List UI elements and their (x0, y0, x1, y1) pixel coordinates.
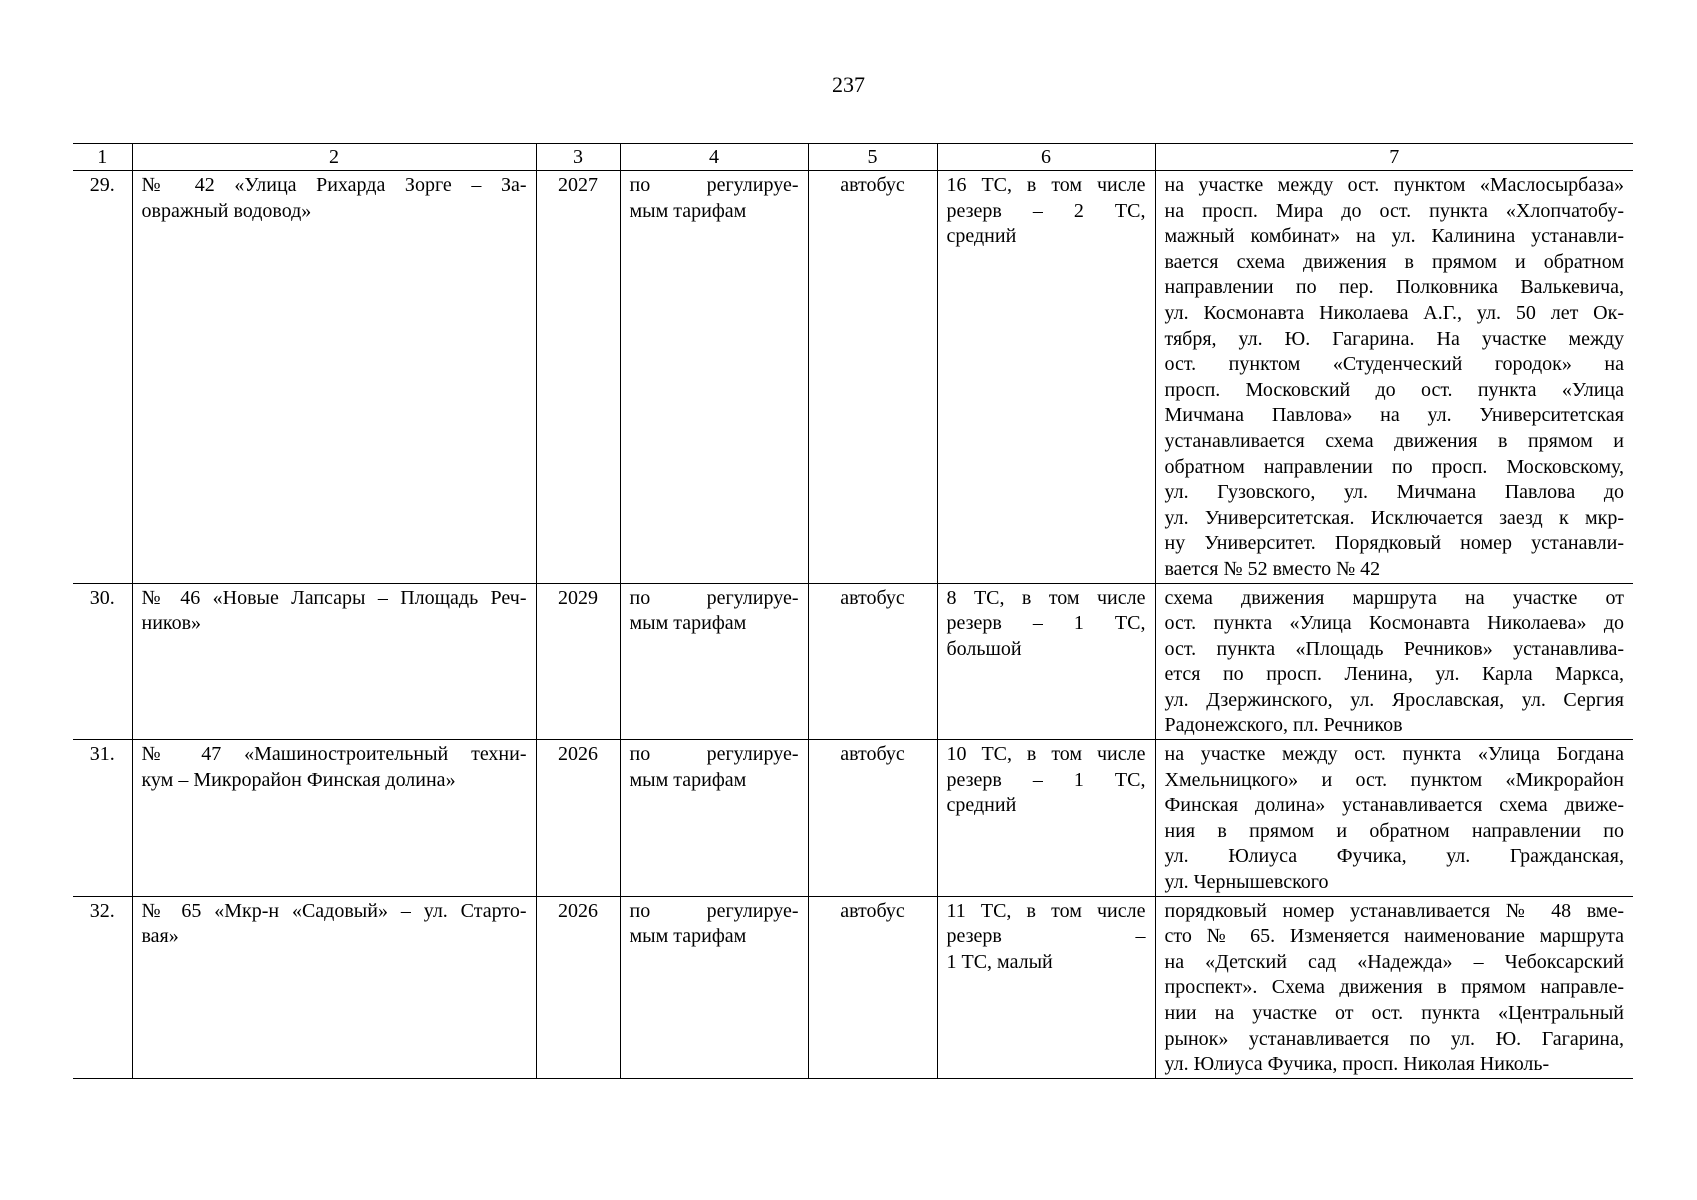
year-cell: 2026 (536, 896, 620, 1078)
vehicle-type-cell: автобус (808, 896, 937, 1078)
tariff-line: по регулируе- (629, 586, 799, 609)
vehicle-count-line: резерв – 1 ТС, (946, 612, 1146, 635)
route-changes-line: мажный комбинат» на ул. Калинина устанавли- (1164, 225, 1624, 248)
route-changes-line: ул. Юлиуса Фучика, ул. Гражданская, (1164, 845, 1624, 868)
route-changes-line: обратном направлении по просп. Московскому, (1164, 455, 1624, 478)
year-cell: 2026 (536, 740, 620, 897)
tariff-cell (620, 740, 808, 897)
route-changes-line: Радонежского, пл. Речников (1164, 714, 1403, 737)
route-changes-line: просп. Московский до ост. пункта «Улица (1164, 378, 1624, 401)
row-number-cell: 31. (73, 740, 132, 897)
route-changes-line: ост. пункта «Площадь Речников» устанавлива- (1164, 637, 1624, 660)
route-name-cell (132, 740, 536, 897)
column-header: 5 (808, 144, 937, 171)
route-changes-line: на «Детский сад «Надежда» – Чебоксарский (1164, 950, 1624, 973)
route-changes-line: ул. Космонавта Николаева А.Г., ул. 50 лет Ок- (1164, 301, 1624, 324)
route-changes-line: устанавливается схема движения в прямом и (1164, 429, 1624, 452)
tariff-line: по регулируе- (629, 743, 799, 766)
column-header: 3 (536, 144, 620, 171)
route-changes-line: рынок» устанавливается по ул. Ю. Гагарина, (1164, 1027, 1624, 1050)
route-changes-cell (1155, 740, 1633, 897)
vehicle-count-line: 16 ТС, в том числе (946, 174, 1146, 196)
route-changes-line: нии на участке от ост. пункта «Центральный (1164, 1002, 1624, 1024)
route-name-line: № 47 «Машиностроительный техни- (141, 743, 527, 766)
route-changes-line: ул. Чернышевского (1164, 871, 1329, 894)
vehicle-count-line: резерв – 2 ТС, (946, 199, 1146, 222)
route-changes-line: направлении по пер. Полковника Валькевича, (1164, 276, 1624, 299)
column-header: 7 (1155, 144, 1633, 171)
vehicle-count-cell (937, 740, 1155, 897)
vehicle-count-cell (937, 583, 1155, 740)
tariff-cell (620, 171, 808, 584)
route-changes-line: ну Университет. Порядковый номер устанавли- (1164, 532, 1624, 555)
vehicle-type-cell: автобус (808, 583, 937, 740)
route-name-cell (132, 896, 536, 1078)
header-row (73, 144, 1633, 171)
route-changes-line: на просп. Мира до ост. пункта «Хлопчатобу- (1164, 199, 1624, 222)
route-changes-line: Хмельницкого» и ост. пунктом «Микрорайон (1164, 768, 1624, 791)
vehicle-count-line: 10 ТС, в том числе (946, 743, 1146, 766)
route-name-line: вая» (141, 925, 179, 948)
route-name-line: овражный водовод» (141, 199, 312, 222)
route-changes-line: вается схема движения в прямом и обратном (1164, 250, 1624, 273)
route-changes-line: ул. Дзержинского, ул. Ярославская, ул. Сергия (1164, 688, 1624, 711)
route-changes-line: сто № 65. Изменяется наименование маршрута (1164, 925, 1624, 948)
route-changes-line: ост. пункта «Улица Космонавта Николаева» до (1164, 612, 1624, 635)
route-changes-line: ул. Юлиуса Фучика, просп. Николая Николь- (1164, 1053, 1550, 1076)
year-cell: 2029 (536, 583, 620, 740)
route-changes-line: на участке между ост. пунктом «Маслосырбаза» (1164, 174, 1624, 196)
route-changes-line: на участке между ост. пункта «Улица Богдана (1164, 743, 1624, 766)
column-header: 6 (937, 144, 1155, 171)
tariff-line: мым тарифам (629, 925, 747, 948)
route-changes-cell (1155, 583, 1633, 740)
vehicle-count-line: резерв – 1 ТС, (946, 768, 1146, 791)
route-changes-line: ния в прямом и обратном направлении по (1164, 819, 1624, 842)
route-changes-cell (1155, 171, 1633, 584)
vehicle-count-line: большой (946, 637, 1022, 660)
table-row (73, 583, 1633, 740)
route-changes-line: ул. Гузовского, ул. Мичмана Павлова до (1164, 481, 1624, 504)
vehicle-count-line: средний (946, 794, 1017, 817)
route-changes-cell (1155, 896, 1633, 1078)
route-changes-line: порядковый номер устанавливается № 48 вме- (1164, 899, 1624, 922)
vehicle-count-line: 11 ТС, в том числе (946, 899, 1146, 922)
table-row (73, 896, 1633, 1078)
route-changes-line: Финская долина» устанавливается схема движе- (1164, 794, 1624, 817)
vehicle-count-line: резерв – (946, 925, 1146, 948)
route-name-cell (132, 171, 536, 584)
route-name-cell (132, 583, 536, 740)
route-changes-line: ост. пунктом «Студенческий городок» на (1164, 353, 1624, 376)
tariff-cell (620, 896, 808, 1078)
tariff-line: по регулируе- (629, 174, 799, 196)
tariff-line: мым тарифам (629, 768, 747, 791)
routes-table (73, 143, 1633, 1079)
route-name-line: кум – Микрорайон Финская долина» (141, 768, 456, 791)
vehicle-type-cell: автобус (808, 740, 937, 897)
route-name-line: ников» (141, 612, 202, 635)
row-number-cell: 32. (73, 896, 132, 1078)
table-row (73, 740, 1633, 897)
table-row (73, 171, 1633, 584)
tariff-line: по регулируе- (629, 899, 799, 922)
route-changes-line: тября, ул. Ю. Гагарина. На участке между (1164, 327, 1624, 350)
year-cell: 2027 (536, 171, 620, 584)
column-header: 2 (132, 144, 536, 171)
tariff-cell (620, 583, 808, 740)
route-name-line: № 42 «Улица Рихарда Зорге – За- (141, 174, 527, 196)
vehicle-count-line: 1 ТС, малый (946, 950, 1053, 973)
vehicle-type-cell: автобус (808, 171, 937, 584)
row-number-cell: 29. (73, 171, 132, 584)
tariff-line: мым тарифам (629, 612, 747, 635)
vehicle-count-line: средний (946, 225, 1017, 248)
vehicle-count-line: 8 ТС, в том числе (946, 586, 1146, 609)
route-changes-line: ул. Университетская. Исключается заезд к мкр- (1164, 506, 1624, 529)
row-number-cell: 30. (73, 583, 132, 740)
route-changes-line: схема движения маршрута на участке от (1164, 586, 1624, 609)
table-body (73, 171, 1633, 1079)
route-changes-line: Мичмана Павлова» на ул. Университетская (1164, 404, 1624, 427)
route-changes-line: ется по просп. Ленина, ул. Карла Маркса, (1164, 663, 1624, 686)
column-header: 4 (620, 144, 808, 171)
vehicle-count-cell (937, 896, 1155, 1078)
route-changes-line: проспект». Схема движения в прямом направле- (1164, 976, 1624, 999)
column-header: 1 (73, 144, 132, 171)
route-name-line: № 65 «Мкр-н «Садовый» – ул. Старто- (141, 899, 527, 922)
tariff-line: мым тарифам (629, 199, 747, 222)
route-changes-line: вается № 52 вместо № 42 (1164, 557, 1381, 580)
route-name-line: № 46 «Новые Лапсары – Площадь Реч- (141, 586, 527, 609)
page-number: 237 (832, 72, 865, 97)
vehicle-count-cell (937, 171, 1155, 584)
table-header (73, 144, 1633, 171)
